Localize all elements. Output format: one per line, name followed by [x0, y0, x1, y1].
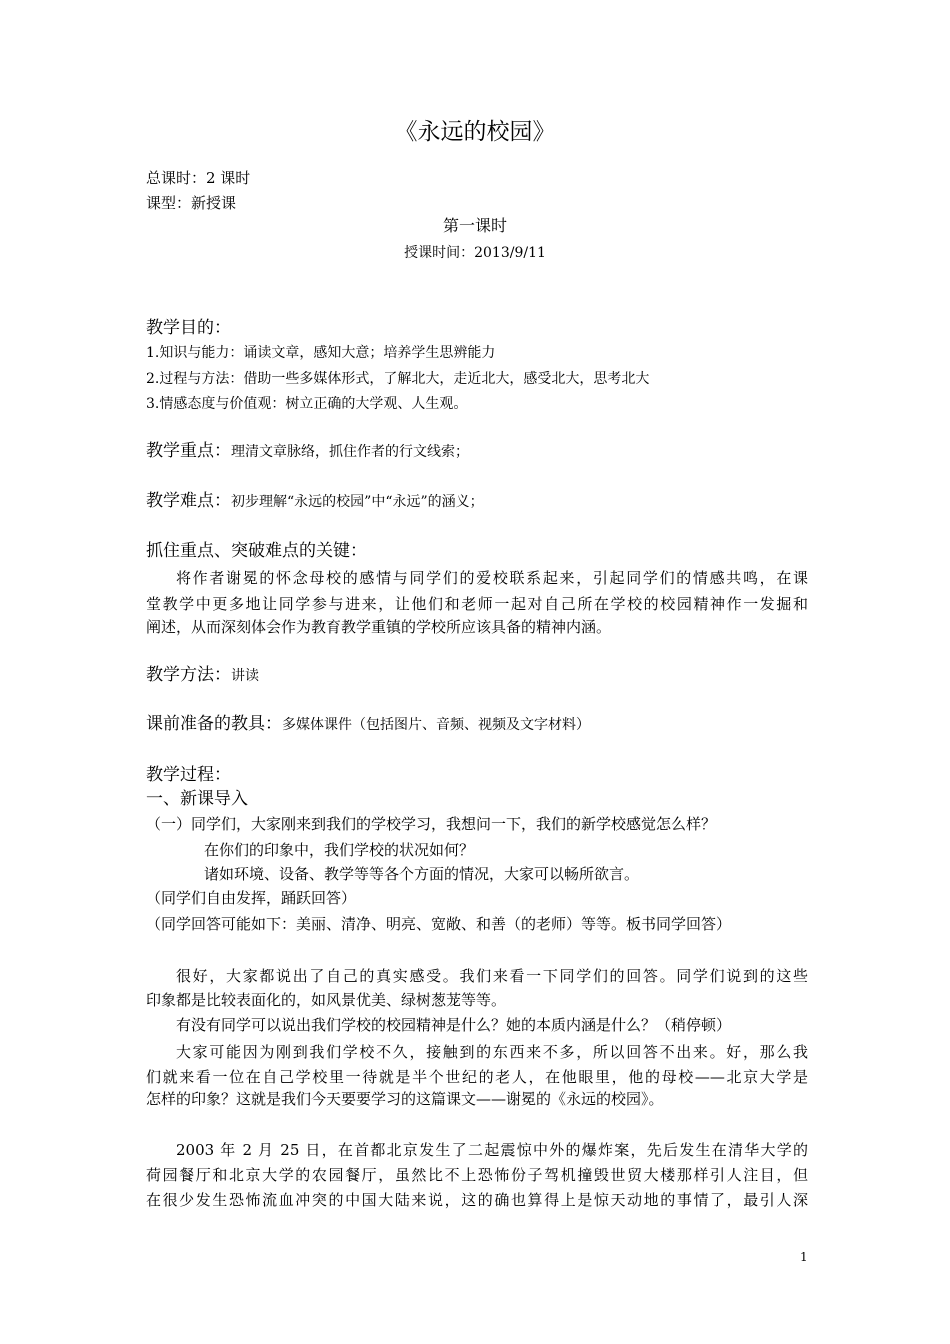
- paragraph-line: 荷园餐厅和北京大学的农园餐厅，虽然比不上恐怖份子驾机撞毁世贸大楼那样引人注目，但: [146, 1166, 808, 1184]
- materials-label: 课前准备的教具：: [146, 714, 282, 734]
- objective-item: 3.情感态度与价值观：树立正确的大学观、人生观。: [146, 396, 468, 412]
- key-point-label: 教学重点：: [146, 441, 231, 461]
- intro-line: （同学回答可能如下：美丽、清净、明亮、宽敞、和善（的老师）等等。板书同学回答）: [146, 915, 732, 933]
- key-point-text: 理清文章脉络，抓住作者的行文线索；: [231, 444, 469, 460]
- materials-text: 多媒体课件（包括图片、音频、视频及文字材料）: [282, 717, 590, 733]
- breakthrough-heading: 抓住重点、突破难点的关键：: [146, 541, 367, 561]
- method-text: 讲读: [231, 668, 259, 684]
- intro-line: （一）同学们，大家刚来到我们的学校学习，我想问一下，我们的新学校感觉怎么样？: [146, 815, 717, 833]
- total-hours: 总课时：2 课时: [146, 169, 251, 187]
- paragraph-line: 印象都是比较表面化的，如风景优美、绿树葱茏等等。: [146, 991, 507, 1009]
- teaching-method: [146, 665, 259, 686]
- difficulty: [146, 491, 484, 512]
- page-title: 《永远的校园》: [394, 119, 556, 145]
- intro-line: （同学们自由发挥，踊跃回答）: [146, 889, 357, 907]
- paragraph-line: 将作者谢冕的怀念母校的感情与同学们的爱校联系起来，引起同学们的情感共鸣，在课: [176, 569, 808, 587]
- difficulty-text: 初步理解“永远的校园”中“永远”的涵义；: [231, 494, 484, 510]
- teaching-materials: [146, 714, 590, 735]
- page-number: 1: [800, 1250, 808, 1264]
- key-point: [146, 441, 469, 462]
- lesson-type: 课型：新授课: [146, 194, 237, 212]
- intro-line: 诸如环境、设备、教学等等各个方面的情况，大家可以畅所欲言。: [204, 865, 640, 883]
- paragraph-line: 怎样的印象？这就是我们今天要要学习的这篇课文——谢冕的《永远的校园》。: [146, 1090, 664, 1108]
- paragraph-line: 们就来看一位在自己学校里一待就是半个世纪的老人，在他眼里，他的母校——北京大学是: [146, 1068, 808, 1086]
- objectives-heading: 教学目的：: [146, 318, 231, 338]
- paragraph-line: 2003 年 2 月 25 日，在首都北京发生了二起震惊中外的爆炸案，先后发生在清华大学的: [176, 1141, 808, 1159]
- paragraph-line: 有没有同学可以说出我们学校的校园精神是什么？她的本质内涵是什么？（稍停顿）: [176, 1016, 732, 1034]
- objective-item: 2.过程与方法：借助一些多媒体形式，了解北大，走近北大，感受北大，思考北大: [146, 371, 650, 387]
- paragraph-line: 大家可能因为刚到我们学校不久，接触到的东西来不多，所以回答不出来。好，那么我: [176, 1043, 808, 1061]
- objective-item: 1.知识与能力：诵读文章，感知大意；培养学生思辨能力: [146, 345, 496, 361]
- lesson-date: 授课时间：2013/9/11: [404, 245, 546, 261]
- difficulty-label: 教学难点：: [146, 491, 231, 511]
- paragraph-line: 阐述，从而深刻体会作为教育教学重镇的学校所应该具备的精神内涵。: [146, 618, 612, 636]
- paragraph-line: 很好，大家都说出了自己的真实感受。我们来看一下同学们的回答。同学们说到的这些: [176, 967, 808, 985]
- method-label: 教学方法：: [146, 665, 231, 685]
- paragraph-line: 堂教学中更多地让同学参与进来，让他们和老师一起对自己所在学校的校园精神作一发掘和: [146, 595, 808, 613]
- section-heading: 一、新课导入: [146, 789, 248, 809]
- intro-line: 在你们的印象中，我们学校的状况如何？: [204, 841, 475, 859]
- paragraph-line: 在很少发生恐怖流血冲突的中国大陆来说，这的确也算得上是惊天动地的事情了，最引人深: [146, 1191, 808, 1209]
- process-heading: 教学过程：: [146, 765, 231, 785]
- session-heading: 第一课时: [442, 216, 507, 235]
